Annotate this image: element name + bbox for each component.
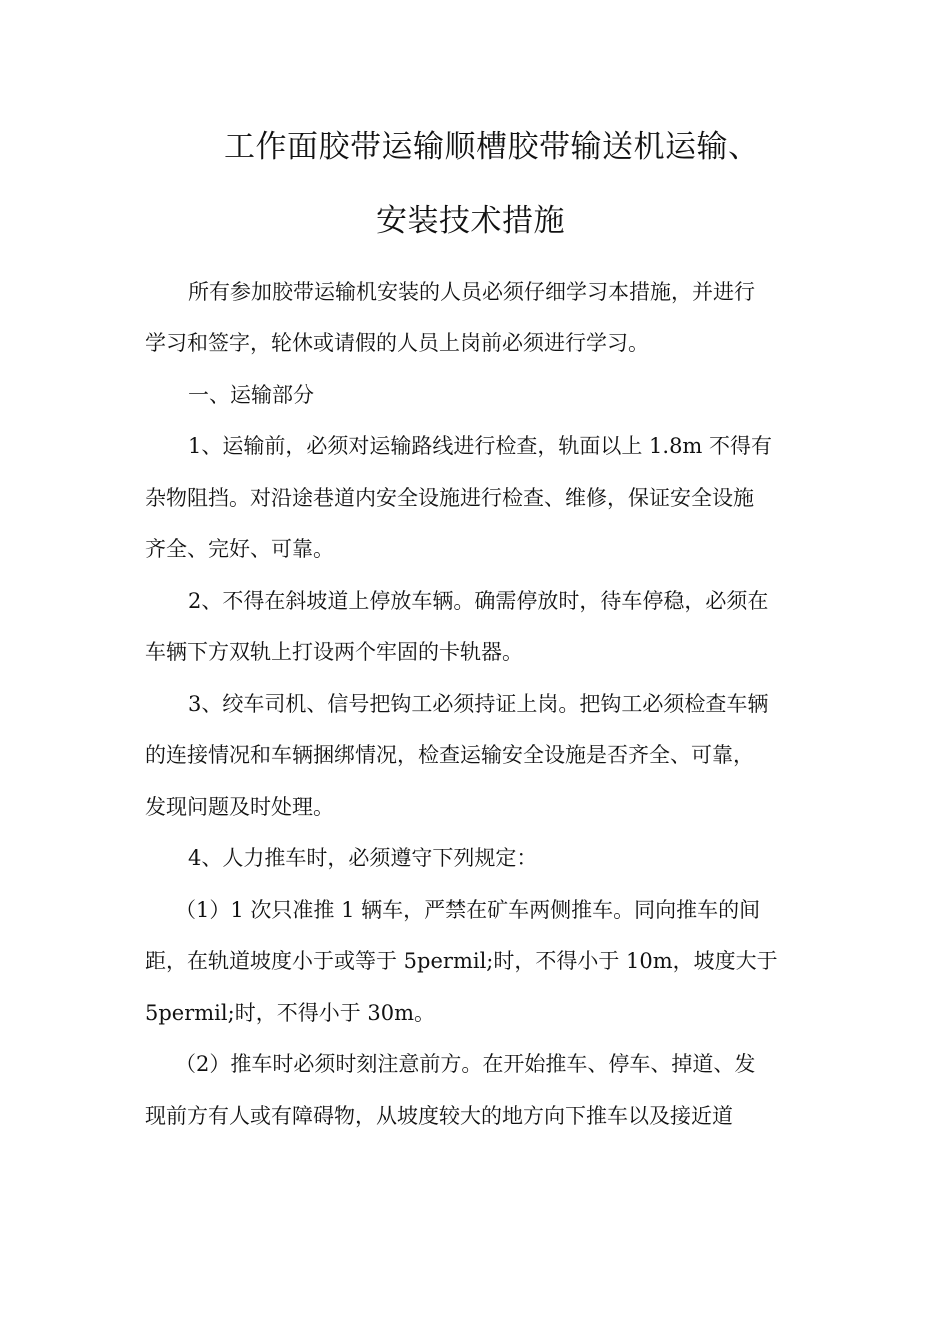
paragraph-line: 1、运输前，必须对运输路线进行检查，轨面以上 1.8m 不得有 bbox=[188, 434, 773, 458]
paragraph-line: 3、绞车司机、信号把钩工必须持证上岗。把钩工必须检查车辆 bbox=[188, 692, 769, 716]
paragraph-line: 齐全、完好、可靠。 bbox=[145, 537, 334, 561]
paragraph-line: 2、不得在斜坡道上停放车辆。确需停放时，待车停稳，必须在 bbox=[188, 589, 769, 613]
paragraph-line: 4、人力推车时，必须遵守下列规定： bbox=[188, 846, 538, 870]
paragraph-line: 的连接情况和车辆捆绑情况，检查运输安全设施是否齐全、可靠， bbox=[145, 743, 754, 767]
paragraph-line: （2）推车时必须时刻注意前方。在开始推车、停车、掉道、发 bbox=[175, 1052, 756, 1076]
paragraph-line: 5permil;时，不得小于 30m。 bbox=[145, 1001, 436, 1025]
paragraph-line: 现前方有人或有障碍物，从坡度较大的地方向下推车以及接近道 bbox=[145, 1104, 733, 1128]
paragraph-line: 所有参加胶带运输机安装的人员必须仔细学习本措施，并进行 bbox=[188, 280, 755, 304]
paragraph-line: 学习和签字，轮休或请假的人员上岗前必须进行学习。 bbox=[145, 331, 649, 355]
paragraph-line: 车辆下方双轨上打设两个牢固的卡轨器。 bbox=[145, 640, 523, 664]
paragraph-line: 杂物阻挡。对沿途巷道内安全设施进行检查、维修，保证安全设施 bbox=[145, 486, 754, 510]
section-heading: 一、运输部分 bbox=[188, 383, 314, 407]
paragraph-line: 发现问题及时处理。 bbox=[145, 795, 334, 819]
document-title-line-2: 安装技术措施 bbox=[376, 203, 565, 239]
document-title-line-1: 工作面胶带运输顺槽胶带输送机运输、 bbox=[224, 129, 760, 165]
paragraph-line: （1）1 次只准推 1 辆车，严禁在矿车两侧推车。同向推车的间 bbox=[175, 898, 761, 922]
paragraph-line: 距，在轨道坡度小于或等于 5permil;时，不得小于 10m，坡度大于 bbox=[145, 949, 778, 973]
